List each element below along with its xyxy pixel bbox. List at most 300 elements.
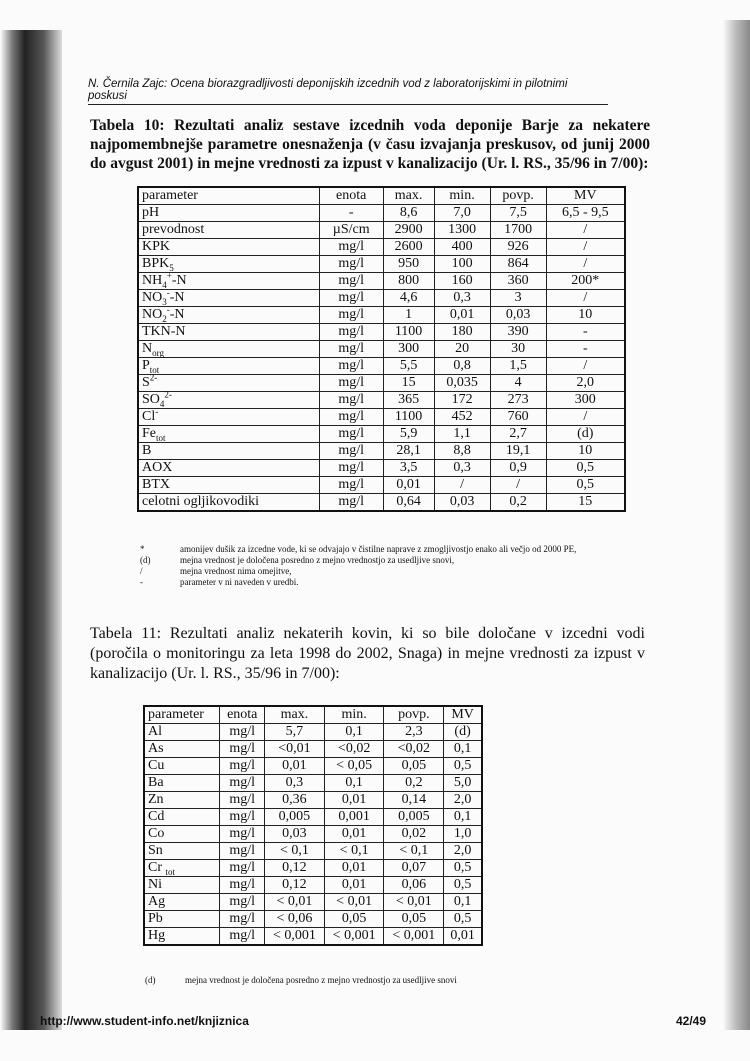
value-cell: 15 <box>546 494 625 512</box>
value-cell: 0,01 <box>265 758 325 775</box>
value-cell: 2,3 <box>384 724 444 741</box>
value-cell: 2,0 <box>444 843 482 860</box>
parameter-name: Sn <box>148 843 163 858</box>
value-cell: 0,05 <box>384 911 444 928</box>
table10 <box>137 186 626 512</box>
value-cell: mg/l <box>319 239 383 256</box>
value-cell: 15 <box>383 375 434 392</box>
value-cell: 0,5 <box>444 911 482 928</box>
value-cell: 800 <box>383 273 434 290</box>
value-cell: 7,5 <box>490 205 546 222</box>
value-cell: 0,12 <box>265 860 325 877</box>
value-cell: < 0,05 <box>324 758 384 775</box>
value-cell: 0,36 <box>265 792 325 809</box>
value-cell: 0,3 <box>434 460 490 477</box>
table-row <box>138 409 625 426</box>
value-cell: 100 <box>434 256 490 273</box>
value-cell: < 0,001 <box>384 928 444 946</box>
parameter-cell <box>144 775 220 792</box>
value-cell: mg/l <box>319 341 383 358</box>
value-cell: 0,001 <box>324 809 384 826</box>
parameter-subscript: 4 <box>162 279 167 290</box>
value-cell: 1100 <box>383 324 434 341</box>
value-cell: 28,1 <box>383 443 434 460</box>
table-row <box>138 205 625 222</box>
value-cell: mg/l <box>319 307 383 324</box>
table-row <box>144 809 482 826</box>
parameter-name: Al <box>148 724 162 739</box>
parameter-cell <box>138 443 319 460</box>
value-cell: (d) <box>444 724 482 741</box>
value-cell: < 0,06 <box>265 911 325 928</box>
value-cell: / <box>434 477 490 494</box>
value-cell: mg/l <box>220 877 265 894</box>
parameter-subscript: 2 <box>162 313 167 324</box>
value-cell: 0,1 <box>444 809 482 826</box>
value-cell: 452 <box>434 409 490 426</box>
parameter-cell <box>138 239 319 256</box>
column-header: max. <box>265 706 325 724</box>
value-cell: / <box>546 358 625 375</box>
parameter-name: pH <box>142 205 160 220</box>
value-cell: - <box>546 324 625 341</box>
value-cell: mg/l <box>319 392 383 409</box>
table-header-row <box>144 706 482 724</box>
value-cell: 950 <box>383 256 434 273</box>
parameter-cell <box>138 205 319 222</box>
parameter-cell <box>138 287 319 307</box>
column-header: povp. <box>490 187 546 205</box>
table-row <box>138 239 625 256</box>
parameter-cell <box>138 304 319 324</box>
value-cell: mg/l <box>220 741 265 758</box>
value-cell: 0,1 <box>324 775 384 792</box>
parameter-name: Zn <box>148 792 164 807</box>
value-cell: 0,02 <box>384 826 444 843</box>
value-cell: 0,5 <box>546 460 625 477</box>
value-cell: < 0,001 <box>265 928 325 946</box>
value-cell: 365 <box>383 392 434 409</box>
parameter-cell <box>138 389 319 409</box>
table-row <box>138 443 625 460</box>
value-cell: 1,1 <box>434 426 490 443</box>
column-header: povp. <box>384 706 444 724</box>
parameter-cell <box>144 843 220 860</box>
parameter-cell <box>138 222 319 239</box>
table-row <box>138 307 625 324</box>
value-cell: 20 <box>434 341 490 358</box>
table-row <box>144 792 482 809</box>
value-cell: - <box>319 205 383 222</box>
value-cell: mg/l <box>220 792 265 809</box>
parameter-name: celotni ogljikovodiki <box>142 494 260 509</box>
value-cell: 0,5 <box>444 758 482 775</box>
parameter-cell <box>138 358 319 375</box>
value-cell: 5,5 <box>383 358 434 375</box>
value-cell: 0,01 <box>324 826 384 843</box>
parameter-cell <box>144 741 220 758</box>
value-cell: 19,1 <box>490 443 546 460</box>
value-cell: mg/l <box>220 809 265 826</box>
value-cell: mg/l <box>319 460 383 477</box>
value-cell: / <box>546 409 625 426</box>
footnote-marker: (d) <box>145 975 156 985</box>
footnote-text: mejna vrednost je določena posredno z mejno vrednostjo za usedljive snovi <box>185 975 457 985</box>
parameter-name: Cl <box>142 409 156 424</box>
value-cell: 400 <box>434 239 490 256</box>
parameter-superscript: - <box>166 287 170 298</box>
table-row <box>144 741 482 758</box>
value-cell: 0,5 <box>546 477 625 494</box>
value-cell: 864 <box>490 256 546 273</box>
value-cell: 3,5 <box>383 460 434 477</box>
table-row <box>138 477 625 494</box>
value-cell: 760 <box>490 409 546 426</box>
parameter-cell <box>138 270 319 290</box>
value-cell: 2,0 <box>546 375 625 392</box>
value-cell: mg/l <box>319 494 383 512</box>
parameter-suffix: -N <box>169 307 185 322</box>
value-cell: 0,3 <box>434 290 490 307</box>
table-row <box>144 894 482 911</box>
parameter-cell <box>138 341 319 358</box>
table-row <box>144 928 482 946</box>
footnote <box>140 577 700 588</box>
parameter-name: BPK <box>142 256 170 271</box>
value-cell: 1,0 <box>444 826 482 843</box>
value-cell: < 0,1 <box>384 843 444 860</box>
parameter-cell <box>138 477 319 494</box>
footnote-text: amonijev dušik za izcedne vode, ki se odvajajo v čistilne naprave z zmogljivostjo enako ali večjo od 2000 PE, <box>180 544 577 554</box>
table11-caption: Tabela 11: Rezultati analiz nekaterih kovin, ki so bile določane v izcedni vodi (poročila o monitoringu za leta 1998 do 2002, Snaga) in mejne vrednosti za izpust v kanalizacijo (Ur. l. RS., 35/96 in 7/00): <box>90 625 645 682</box>
table-row <box>138 494 625 512</box>
value-cell: 0,64 <box>383 494 434 512</box>
footnote-marker: * <box>140 544 145 554</box>
parameter-subscript: tot <box>149 364 160 375</box>
column-header: parameter <box>144 706 220 724</box>
parameter-cell <box>144 877 220 894</box>
value-cell: 10 <box>546 307 625 324</box>
parameter-cell <box>144 809 220 826</box>
value-cell: mg/l <box>220 911 265 928</box>
parameter-cell <box>144 928 220 946</box>
value-cell: 1 <box>383 307 434 324</box>
table-row <box>138 375 625 392</box>
value-cell: 4,6 <box>383 290 434 307</box>
value-cell: 8,6 <box>383 205 434 222</box>
column-header: max. <box>383 187 434 205</box>
value-cell: < 0,01 <box>265 894 325 911</box>
value-cell: 0,1 <box>324 724 384 741</box>
value-cell: <0,02 <box>324 741 384 758</box>
table-row <box>138 256 625 273</box>
value-cell: mg/l <box>220 860 265 877</box>
value-cell: 2600 <box>383 239 434 256</box>
table-row <box>138 324 625 341</box>
value-cell: 0,5 <box>444 860 482 877</box>
value-cell: 1100 <box>383 409 434 426</box>
parameter-name: P <box>142 358 150 373</box>
parameter-name: As <box>148 741 164 756</box>
value-cell: mg/l <box>319 477 383 494</box>
footnote-marker: (d) <box>140 555 151 565</box>
value-cell: 180 <box>434 324 490 341</box>
parameter-cell <box>138 324 319 341</box>
table-row <box>138 222 625 239</box>
value-cell: (d) <box>546 426 625 443</box>
value-cell: 0,03 <box>265 826 325 843</box>
parameter-cell <box>144 792 220 809</box>
value-cell: 0,5 <box>444 877 482 894</box>
table11 <box>143 705 483 946</box>
value-cell: <0,01 <box>265 741 325 758</box>
column-header: MV <box>546 187 625 205</box>
table-row <box>144 724 482 741</box>
table-row <box>144 775 482 792</box>
parameter-name: Ba <box>148 775 164 790</box>
parameter-cell <box>144 860 220 877</box>
value-cell: < 0,001 <box>324 928 384 946</box>
table10-notes <box>140 544 700 588</box>
footnote <box>140 566 700 577</box>
parameter-name: S <box>142 375 150 390</box>
parameter-name: NH <box>142 273 163 288</box>
value-cell: < 0,01 <box>324 894 384 911</box>
value-cell: 5,0 <box>444 775 482 792</box>
table-row <box>144 877 482 894</box>
column-header: parameter <box>138 187 319 205</box>
parameter-subscript: 3 <box>162 296 167 307</box>
parameter-name: Cr <box>148 860 166 875</box>
value-cell: 2900 <box>383 222 434 239</box>
value-cell: mg/l <box>319 409 383 426</box>
value-cell: 0,2 <box>384 775 444 792</box>
value-cell: 0,3 <box>265 775 325 792</box>
value-cell: 0,14 <box>384 792 444 809</box>
table-row <box>144 860 482 877</box>
value-cell: mg/l <box>319 273 383 290</box>
footer-url[interactable]: http://www.student-info.net/knjiznica <box>40 1014 249 1028</box>
parameter-superscript: - <box>166 304 170 315</box>
value-cell: / <box>546 256 625 273</box>
parameter-name: NO <box>142 307 163 322</box>
parameter-name: Fe <box>142 426 156 441</box>
footnote-text: parameter v ni naveden v uredbi. <box>180 577 299 587</box>
footer-page-number: 42/49 <box>676 1014 707 1028</box>
table-row <box>144 758 482 775</box>
column-header: min. <box>434 187 490 205</box>
table-row <box>144 826 482 843</box>
table-header-row <box>138 187 625 205</box>
column-header: min. <box>324 706 384 724</box>
parameter-superscript: + <box>166 270 172 281</box>
parameter-name: Ni <box>148 877 162 892</box>
value-cell: 0,07 <box>384 860 444 877</box>
parameter-cell <box>144 724 220 741</box>
parameter-cell <box>138 426 319 443</box>
value-cell: 4 <box>490 375 546 392</box>
footnote-marker: / <box>140 566 143 576</box>
parameter-name: TKN-N <box>142 324 186 339</box>
value-cell: mg/l <box>220 826 265 843</box>
column-header: enota <box>319 187 383 205</box>
value-cell: 0,1 <box>444 741 482 758</box>
value-cell: 30 <box>490 341 546 358</box>
parameter-name: NO <box>142 290 163 305</box>
value-cell: µS/cm <box>319 222 383 239</box>
parameter-name: B <box>142 443 152 458</box>
value-cell: 10 <box>546 443 625 460</box>
value-cell: 0,01 <box>324 792 384 809</box>
parameter-subscript: org <box>152 347 164 358</box>
value-cell: 300 <box>546 392 625 409</box>
table-row <box>138 273 625 290</box>
scan-binding-shadow <box>0 30 62 1030</box>
footnote-text: mejna vrednost nima omejitve, <box>180 566 292 576</box>
footnote <box>145 975 645 986</box>
table-row <box>144 843 482 860</box>
value-cell: 172 <box>434 392 490 409</box>
value-cell: / <box>490 477 546 494</box>
parameter-subscript: tot <box>156 432 166 443</box>
value-cell: mg/l <box>220 775 265 792</box>
table11-notes <box>145 975 645 986</box>
table-row <box>144 911 482 928</box>
parameter-name: SO <box>142 392 160 407</box>
table-row <box>138 341 625 358</box>
value-cell: 200* <box>546 273 625 290</box>
table-row <box>138 290 625 307</box>
value-cell: / <box>546 222 625 239</box>
value-cell: < 0,1 <box>265 843 325 860</box>
value-cell: mg/l <box>220 843 265 860</box>
value-cell: 0,1 <box>444 894 482 911</box>
value-cell: 2,7 <box>490 426 546 443</box>
table10-caption: Tabela 10: Rezultati analiz sestave izcednih voda deponije Barje za nekatere najpomembnejše parametre onesnaženja (v času izvajanja preskusov, od junij 2000 do avgust 2001) in mejne vrednosti za izpust v kanalizacijo (Ur. l. RS., 35/96 in 7/00): <box>90 117 650 172</box>
parameter-name: AOX <box>142 460 173 475</box>
value-cell: 0,01 <box>324 877 384 894</box>
parameter-cell <box>144 894 220 911</box>
value-cell: 926 <box>490 239 546 256</box>
parameter-name: BTX <box>142 477 170 492</box>
value-cell: 3 <box>490 290 546 307</box>
parameter-suffix: -N <box>169 290 185 305</box>
parameter-name: KPK <box>142 239 171 254</box>
value-cell: 360 <box>490 273 546 290</box>
value-cell: 0,035 <box>434 375 490 392</box>
parameter-name: Co <box>148 826 165 841</box>
value-cell: 390 <box>490 324 546 341</box>
parameter-name: prevodnost <box>142 222 205 237</box>
value-cell: mg/l <box>220 724 265 741</box>
value-cell: 7,0 <box>434 205 490 222</box>
value-cell: 2,0 <box>444 792 482 809</box>
parameter-suffix: -N <box>171 273 187 288</box>
scan-edge-shadow <box>722 20 750 1030</box>
footnote-marker: - <box>140 577 143 587</box>
running-header: N. Černila Zajc: Ocena biorazgradljivosti deponijskih izcednih vod z laboratorijskimi in pilotnimi poskusi <box>88 78 608 105</box>
value-cell: 1300 <box>434 222 490 239</box>
value-cell: 0,8 <box>434 358 490 375</box>
value-cell: 8,8 <box>434 443 490 460</box>
value-cell: 0,06 <box>384 877 444 894</box>
parameter-name: Pb <box>148 911 163 926</box>
parameter-subscript: 4 <box>159 398 165 409</box>
value-cell: 0,2 <box>490 494 546 512</box>
value-cell: 6,5 - 9,5 <box>546 205 625 222</box>
footnote-text: mejna vrednost je določena posredno z mejno vrednostjo za usedljive snovi, <box>180 555 455 565</box>
parameter-superscript: 2- <box>149 372 158 383</box>
value-cell: 0,01 <box>383 477 434 494</box>
value-cell: mg/l <box>220 758 265 775</box>
parameter-cell <box>144 911 220 928</box>
value-cell: 0,01 <box>324 860 384 877</box>
value-cell: 0,005 <box>265 809 325 826</box>
value-cell: mg/l <box>220 894 265 911</box>
value-cell: mg/l <box>319 324 383 341</box>
parameter-name: Cu <box>148 758 165 773</box>
value-cell: 0,9 <box>490 460 546 477</box>
parameter-subscript: tot <box>165 866 176 877</box>
parameter-cell <box>138 494 319 512</box>
value-cell: 0,01 <box>434 307 490 324</box>
value-cell: < 0,1 <box>324 843 384 860</box>
parameter-cell <box>138 406 319 426</box>
value-cell: mg/l <box>319 375 383 392</box>
table-row <box>138 426 625 443</box>
table-row <box>138 392 625 409</box>
parameter-cell <box>144 826 220 843</box>
value-cell: 0,05 <box>324 911 384 928</box>
footnote <box>140 555 700 566</box>
value-cell: 273 <box>490 392 546 409</box>
value-cell: 0,005 <box>384 809 444 826</box>
value-cell: 300 <box>383 341 434 358</box>
table-row <box>138 358 625 375</box>
parameter-name: Hg <box>148 928 166 943</box>
value-cell: mg/l <box>319 290 383 307</box>
value-cell: 5,7 <box>265 724 325 741</box>
parameter-name: N <box>142 341 153 356</box>
parameter-name: Ag <box>148 894 166 909</box>
parameter-subscript: 5 <box>169 262 174 273</box>
value-cell: - <box>546 341 625 358</box>
column-header: MV <box>444 706 482 724</box>
value-cell: 0,03 <box>490 307 546 324</box>
value-cell: 0,03 <box>434 494 490 512</box>
parameter-superscript: - <box>155 406 159 417</box>
value-cell: 1700 <box>490 222 546 239</box>
footnote <box>140 544 700 555</box>
value-cell: 160 <box>434 273 490 290</box>
value-cell: 0,05 <box>384 758 444 775</box>
value-cell: mg/l <box>319 443 383 460</box>
value-cell: mg/l <box>319 358 383 375</box>
value-cell: 0,01 <box>444 928 482 946</box>
table-row <box>138 460 625 477</box>
value-cell: mg/l <box>319 426 383 443</box>
value-cell: 0,12 <box>265 877 325 894</box>
parameter-superscript: 2- <box>164 389 172 400</box>
value-cell: < 0,01 <box>384 894 444 911</box>
parameter-cell <box>138 256 319 273</box>
column-header: enota <box>220 706 265 724</box>
value-cell: / <box>546 239 625 256</box>
value-cell: mg/l <box>319 256 383 273</box>
value-cell: 5,9 <box>383 426 434 443</box>
parameter-name: Cd <box>148 809 165 824</box>
value-cell: / <box>546 290 625 307</box>
